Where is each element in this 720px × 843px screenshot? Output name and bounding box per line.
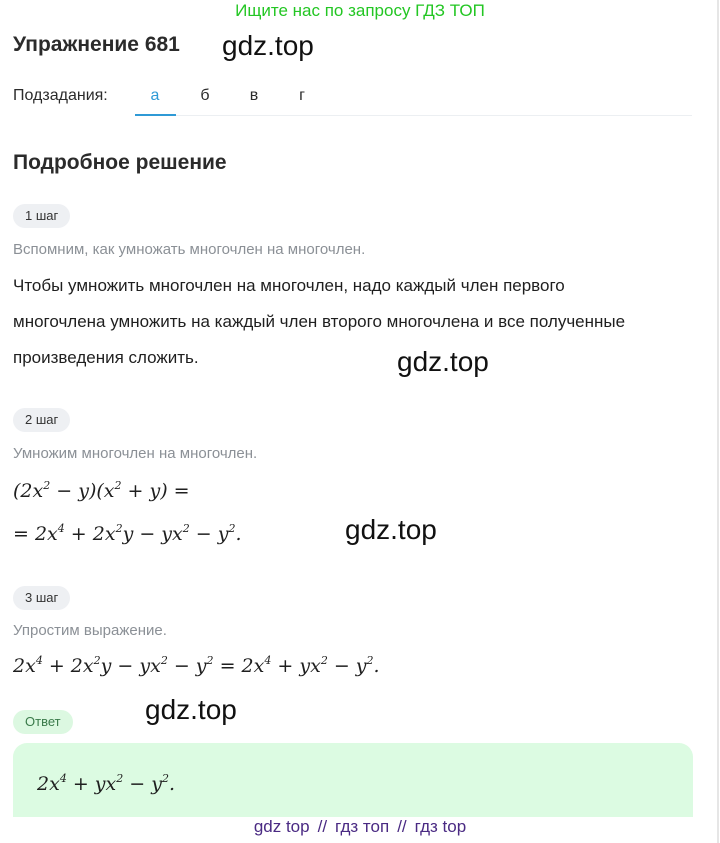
step-3-hint: Упростим выражение. <box>13 622 167 639</box>
footer-separator: // <box>397 817 407 836</box>
step-2-hint: Умножим многочлен на многочлен. <box>13 445 258 462</box>
step-1-text-line-2: многочлена умножить на каждый член второго многочлена и все полученные <box>13 312 626 331</box>
step-1-badge: 1 шаг <box>13 204 70 228</box>
tab-subtask-g[interactable]: г <box>299 87 305 104</box>
answer-formula: $2x^4 + yx^2 - y^2$. <box>37 772 176 795</box>
tabs-divider <box>135 115 692 116</box>
watermark: gdz.top <box>397 346 489 377</box>
tab-subtask-b[interactable]: б <box>200 87 210 104</box>
step-1-text-line-1: Чтобы умножить многочлен на многочлен, надо каждый член первого <box>13 276 565 295</box>
step-3-formula: $2x^4 + 2x^2y - yx^2 - y^2 = 2x^4 + yx^2 - y^2$. <box>13 654 380 677</box>
footer-link-3[interactable]: гдз top <box>414 817 467 836</box>
footer-links <box>0 817 720 837</box>
watermark: gdz.top <box>145 694 237 725</box>
footer-separator: // <box>317 817 328 836</box>
step-3-badge: 3 шаг <box>13 586 70 610</box>
answer-badge: Ответ <box>13 710 73 734</box>
footer-link-1[interactable]: gdz top <box>253 817 310 836</box>
page-right-border <box>717 0 719 843</box>
tab-subtask-a[interactable]: а <box>150 87 160 104</box>
step-2-formula-line-1: $(2x^2 - y)(x^2 + y)$ = <box>13 479 190 502</box>
watermark: gdz.top <box>222 30 314 61</box>
tab-subtask-v[interactable]: в <box>249 87 259 104</box>
step-2-badge: 2 шаг <box>13 408 70 432</box>
subtasks-label: Подзадания: <box>13 87 108 104</box>
solution-title: Подробное решение <box>13 151 227 174</box>
active-tab-indicator <box>135 114 176 116</box>
step-2-formula-line-2: = $2x^4 + 2x^2y - yx^2 - y^2$. <box>13 522 242 545</box>
step-1-hint: Вспомним, как умножать многочлен на многочлен. <box>13 241 366 258</box>
footer-link-2[interactable]: гдз топ <box>335 817 390 836</box>
exercise-title: Упражнение 681 <box>13 33 180 56</box>
promo-banner: Ищите нас по запросу ГДЗ ТОП <box>235 1 485 20</box>
watermark: gdz.top <box>345 514 437 545</box>
step-1-text-line-3: произведения сложить. <box>13 348 199 367</box>
